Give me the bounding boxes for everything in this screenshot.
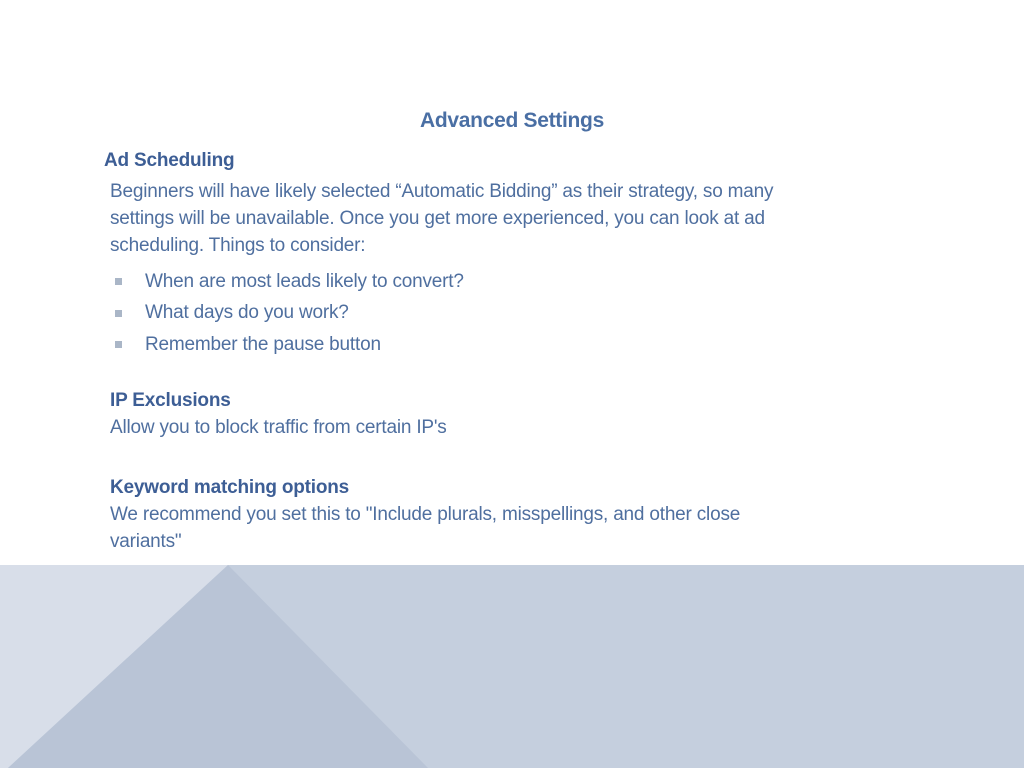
bullet-text: What days do you work?	[145, 302, 349, 324]
square-bullet-icon	[115, 310, 122, 317]
body-line: We recommend you set this to "Include plurals, misspellings, and other close	[110, 504, 741, 525]
list-item	[115, 329, 464, 361]
body-line: settings will be unavailable. Once you get more experienced, you can look at ad	[110, 208, 765, 229]
list-item	[115, 298, 464, 330]
bottom-decor-band	[0, 565, 1024, 768]
slide-title: Advanced Settings	[420, 109, 604, 132]
body-line: variants"	[110, 531, 182, 552]
body-line: Allow you to block traffic from certain IP's	[110, 417, 447, 438]
square-bullet-icon	[115, 278, 122, 285]
body-line: scheduling. Things to consider:	[110, 235, 366, 256]
section-heading-keyword-matching: Keyword matching options	[110, 477, 350, 498]
decor-band-graphic	[0, 565, 1024, 768]
square-bullet-icon	[115, 341, 122, 348]
section-heading-ip-exclusions: IP Exclusions	[110, 390, 231, 411]
list-item	[115, 266, 464, 298]
bullet-text: When are most leads likely to convert?	[145, 270, 464, 292]
body-line: Beginners will have likely selected “Automatic Bidding” as their strategy, so many	[110, 181, 774, 202]
bullet-list	[115, 266, 464, 361]
bullet-text: Remember the pause button	[145, 333, 381, 355]
section-heading-ad-scheduling: Ad Scheduling	[104, 150, 235, 171]
